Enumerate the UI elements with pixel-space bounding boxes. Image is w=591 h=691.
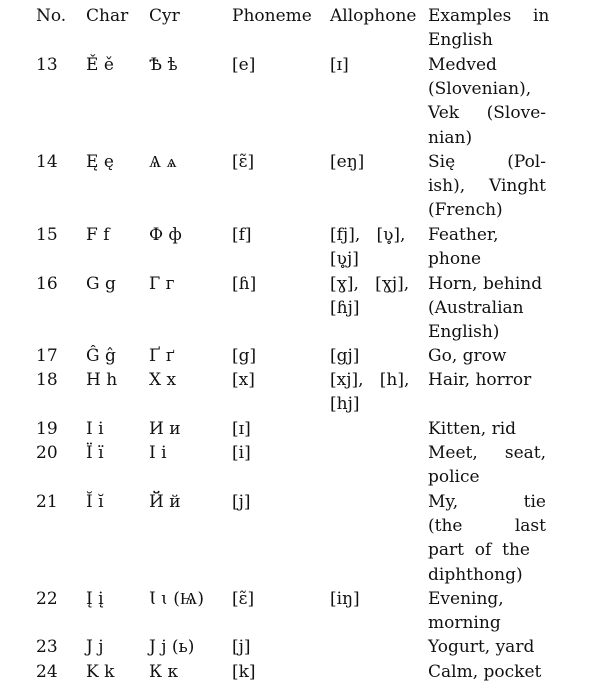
row-phoneme: [ɛ̃] (232, 589, 255, 609)
example-line (428, 441, 546, 465)
row-number: 13 (36, 55, 58, 75)
row-number: 21 (36, 492, 58, 512)
example-line (428, 538, 546, 562)
example-line (428, 514, 546, 538)
example-line (428, 77, 546, 101)
row-number: 15 (36, 225, 58, 245)
row-examples (428, 441, 546, 489)
row-number: 14 (36, 152, 58, 172)
example-word: English) (428, 322, 500, 343)
allophone-line: [fj], [ʋ̥], (330, 225, 406, 245)
example-word: police (428, 467, 480, 488)
row-cyrillic: Г г (149, 274, 175, 294)
row-cyrillic: Х х (149, 370, 177, 390)
header-cyr: Cyr (149, 6, 180, 26)
row-examples (428, 660, 546, 684)
row-char: Į į (86, 589, 104, 609)
row-char: Ï ï (86, 443, 104, 463)
row-allophone (330, 150, 424, 174)
row-cyrillic: Ф ф (149, 225, 182, 245)
row-number: 22 (36, 589, 58, 609)
example-line (428, 247, 546, 271)
row-allophone (330, 223, 424, 271)
example-word: Medved (428, 55, 497, 75)
row-number: 17 (36, 346, 58, 366)
allophone-line: [ʋ̥j] (330, 249, 359, 270)
row-cyrillic: И и (149, 419, 181, 439)
example-line (428, 660, 546, 684)
row-cyrillic: J j (ь) (149, 637, 195, 657)
example-line (428, 563, 546, 587)
example-word: Kitten, rid (428, 419, 517, 439)
example-word: Yogurt, yard (428, 637, 535, 657)
example-word: (French) (428, 200, 503, 221)
row-examples (428, 53, 546, 150)
row-number: 19 (36, 419, 58, 439)
row-char: Ĝ ĝ (86, 346, 116, 366)
row-phoneme: [ɪ] (232, 419, 251, 439)
example-line (428, 587, 546, 611)
row-cyrillic: Ґ ґ (149, 346, 175, 366)
example-word: (Australian (428, 298, 524, 319)
row-phoneme: [i] (232, 443, 251, 463)
row-number: 20 (36, 443, 58, 463)
row-phoneme: [ɛ̃] (232, 152, 255, 172)
example-word: Hair, horror (428, 370, 532, 390)
example-word: Vinght (488, 176, 546, 197)
row-phoneme: [f] (232, 225, 252, 245)
example-line (428, 611, 546, 635)
allophone-line: [eŋ] (330, 152, 365, 172)
example-word: Calm, pocket (428, 662, 542, 682)
row-char: G g (86, 274, 116, 294)
row-examples (428, 587, 546, 635)
example-word: (Pol- (507, 152, 546, 172)
row-char: I i (86, 419, 104, 439)
row-char: H h (86, 370, 118, 390)
row-char: Ĭ ĭ (86, 492, 104, 512)
example-word: (Slove- (486, 103, 546, 124)
example-line (428, 344, 546, 368)
row-examples (428, 635, 546, 659)
example-word: diphthong) (428, 564, 523, 585)
header-examples-line: Examples in (428, 6, 550, 26)
example-line (428, 296, 546, 320)
allophone-line: [ɪ] (330, 55, 349, 75)
example-word: Evening, (428, 589, 504, 609)
example-word: part of the (428, 540, 530, 561)
row-phoneme: [k] (232, 662, 256, 682)
example-word: Vek (428, 103, 460, 124)
example-line (428, 368, 546, 392)
example-line (428, 417, 546, 441)
allophone-line: [ɣ], [ɣj], (330, 274, 410, 294)
row-cyrillic: Ꙇ ꙇ (Ѩ) (149, 589, 205, 609)
example-line (428, 465, 546, 489)
example-word: seat, (504, 443, 546, 463)
example-word: (the (428, 516, 463, 537)
example-line (428, 53, 546, 77)
example-word: Się (428, 152, 456, 172)
row-allophone (330, 368, 424, 416)
allophone-line: [gj] (330, 346, 360, 366)
example-word: phone (428, 249, 482, 270)
header-char: Char (86, 6, 129, 26)
example-line (428, 223, 546, 247)
row-phoneme: [j] (232, 492, 251, 512)
row-number: 23 (36, 637, 58, 657)
row-cyrillic: К к (149, 662, 179, 682)
row-phoneme: [e] (232, 55, 256, 75)
example-word: Go, grow (428, 346, 507, 366)
example-line (428, 320, 546, 344)
example-line (428, 635, 546, 659)
example-line (428, 272, 546, 296)
row-examples (428, 417, 546, 441)
row-char: Ě ě (86, 55, 114, 75)
example-word: tie (523, 492, 546, 512)
row-char: F f (86, 225, 110, 245)
row-examples (428, 150, 546, 223)
example-line (428, 174, 546, 198)
example-word: morning (428, 613, 501, 634)
row-examples (428, 272, 546, 345)
allophone-line: [hj] (330, 394, 360, 415)
example-line (428, 101, 546, 125)
row-allophone (330, 272, 424, 320)
allophone-line: [ɦj] (330, 298, 360, 319)
allophone-line: [xj], [h], (330, 370, 410, 390)
header-examples (428, 4, 550, 52)
row-number: 16 (36, 274, 58, 294)
row-number: 18 (36, 370, 58, 390)
row-examples (428, 223, 546, 271)
example-word: Horn, behind (428, 274, 543, 294)
example-word: Feather, (428, 225, 499, 245)
example-line (428, 490, 546, 514)
row-examples (428, 344, 546, 368)
row-examples (428, 368, 546, 392)
row-char: K k (86, 662, 115, 682)
header-examples-line: English (428, 30, 493, 51)
row-examples (428, 490, 546, 587)
row-phoneme: [x] (232, 370, 255, 390)
row-char: Ę ę (86, 152, 114, 172)
example-word: Meet, (428, 443, 478, 463)
example-word: (Slovenian), (428, 79, 532, 100)
example-word: ish), (428, 176, 466, 197)
row-number: 24 (36, 662, 58, 682)
example-word: My, (428, 492, 459, 512)
row-cyrillic: І і (149, 443, 167, 463)
row-allophone (330, 587, 424, 611)
row-allophone (330, 53, 424, 77)
row-allophone (330, 344, 424, 368)
row-phoneme: [j] (232, 637, 251, 657)
header-phoneme: Phoneme (232, 6, 312, 26)
example-line (428, 126, 546, 150)
header-allophone: Allophone (330, 6, 417, 26)
row-phoneme: [ɦ] (232, 274, 257, 294)
header-no: No. (36, 6, 67, 26)
example-line (428, 198, 546, 222)
row-char: J j (86, 637, 104, 657)
example-word: nian) (428, 127, 473, 148)
row-phoneme: [g] (232, 346, 257, 366)
row-cyrillic: Й й (149, 492, 181, 512)
row-cyrillic: Ѣ ѣ (149, 55, 178, 75)
row-cyrillic: Ѧ ѧ (149, 152, 177, 172)
example-word: last (514, 516, 546, 537)
allophone-line: [iŋ] (330, 589, 360, 609)
example-line (428, 150, 546, 174)
